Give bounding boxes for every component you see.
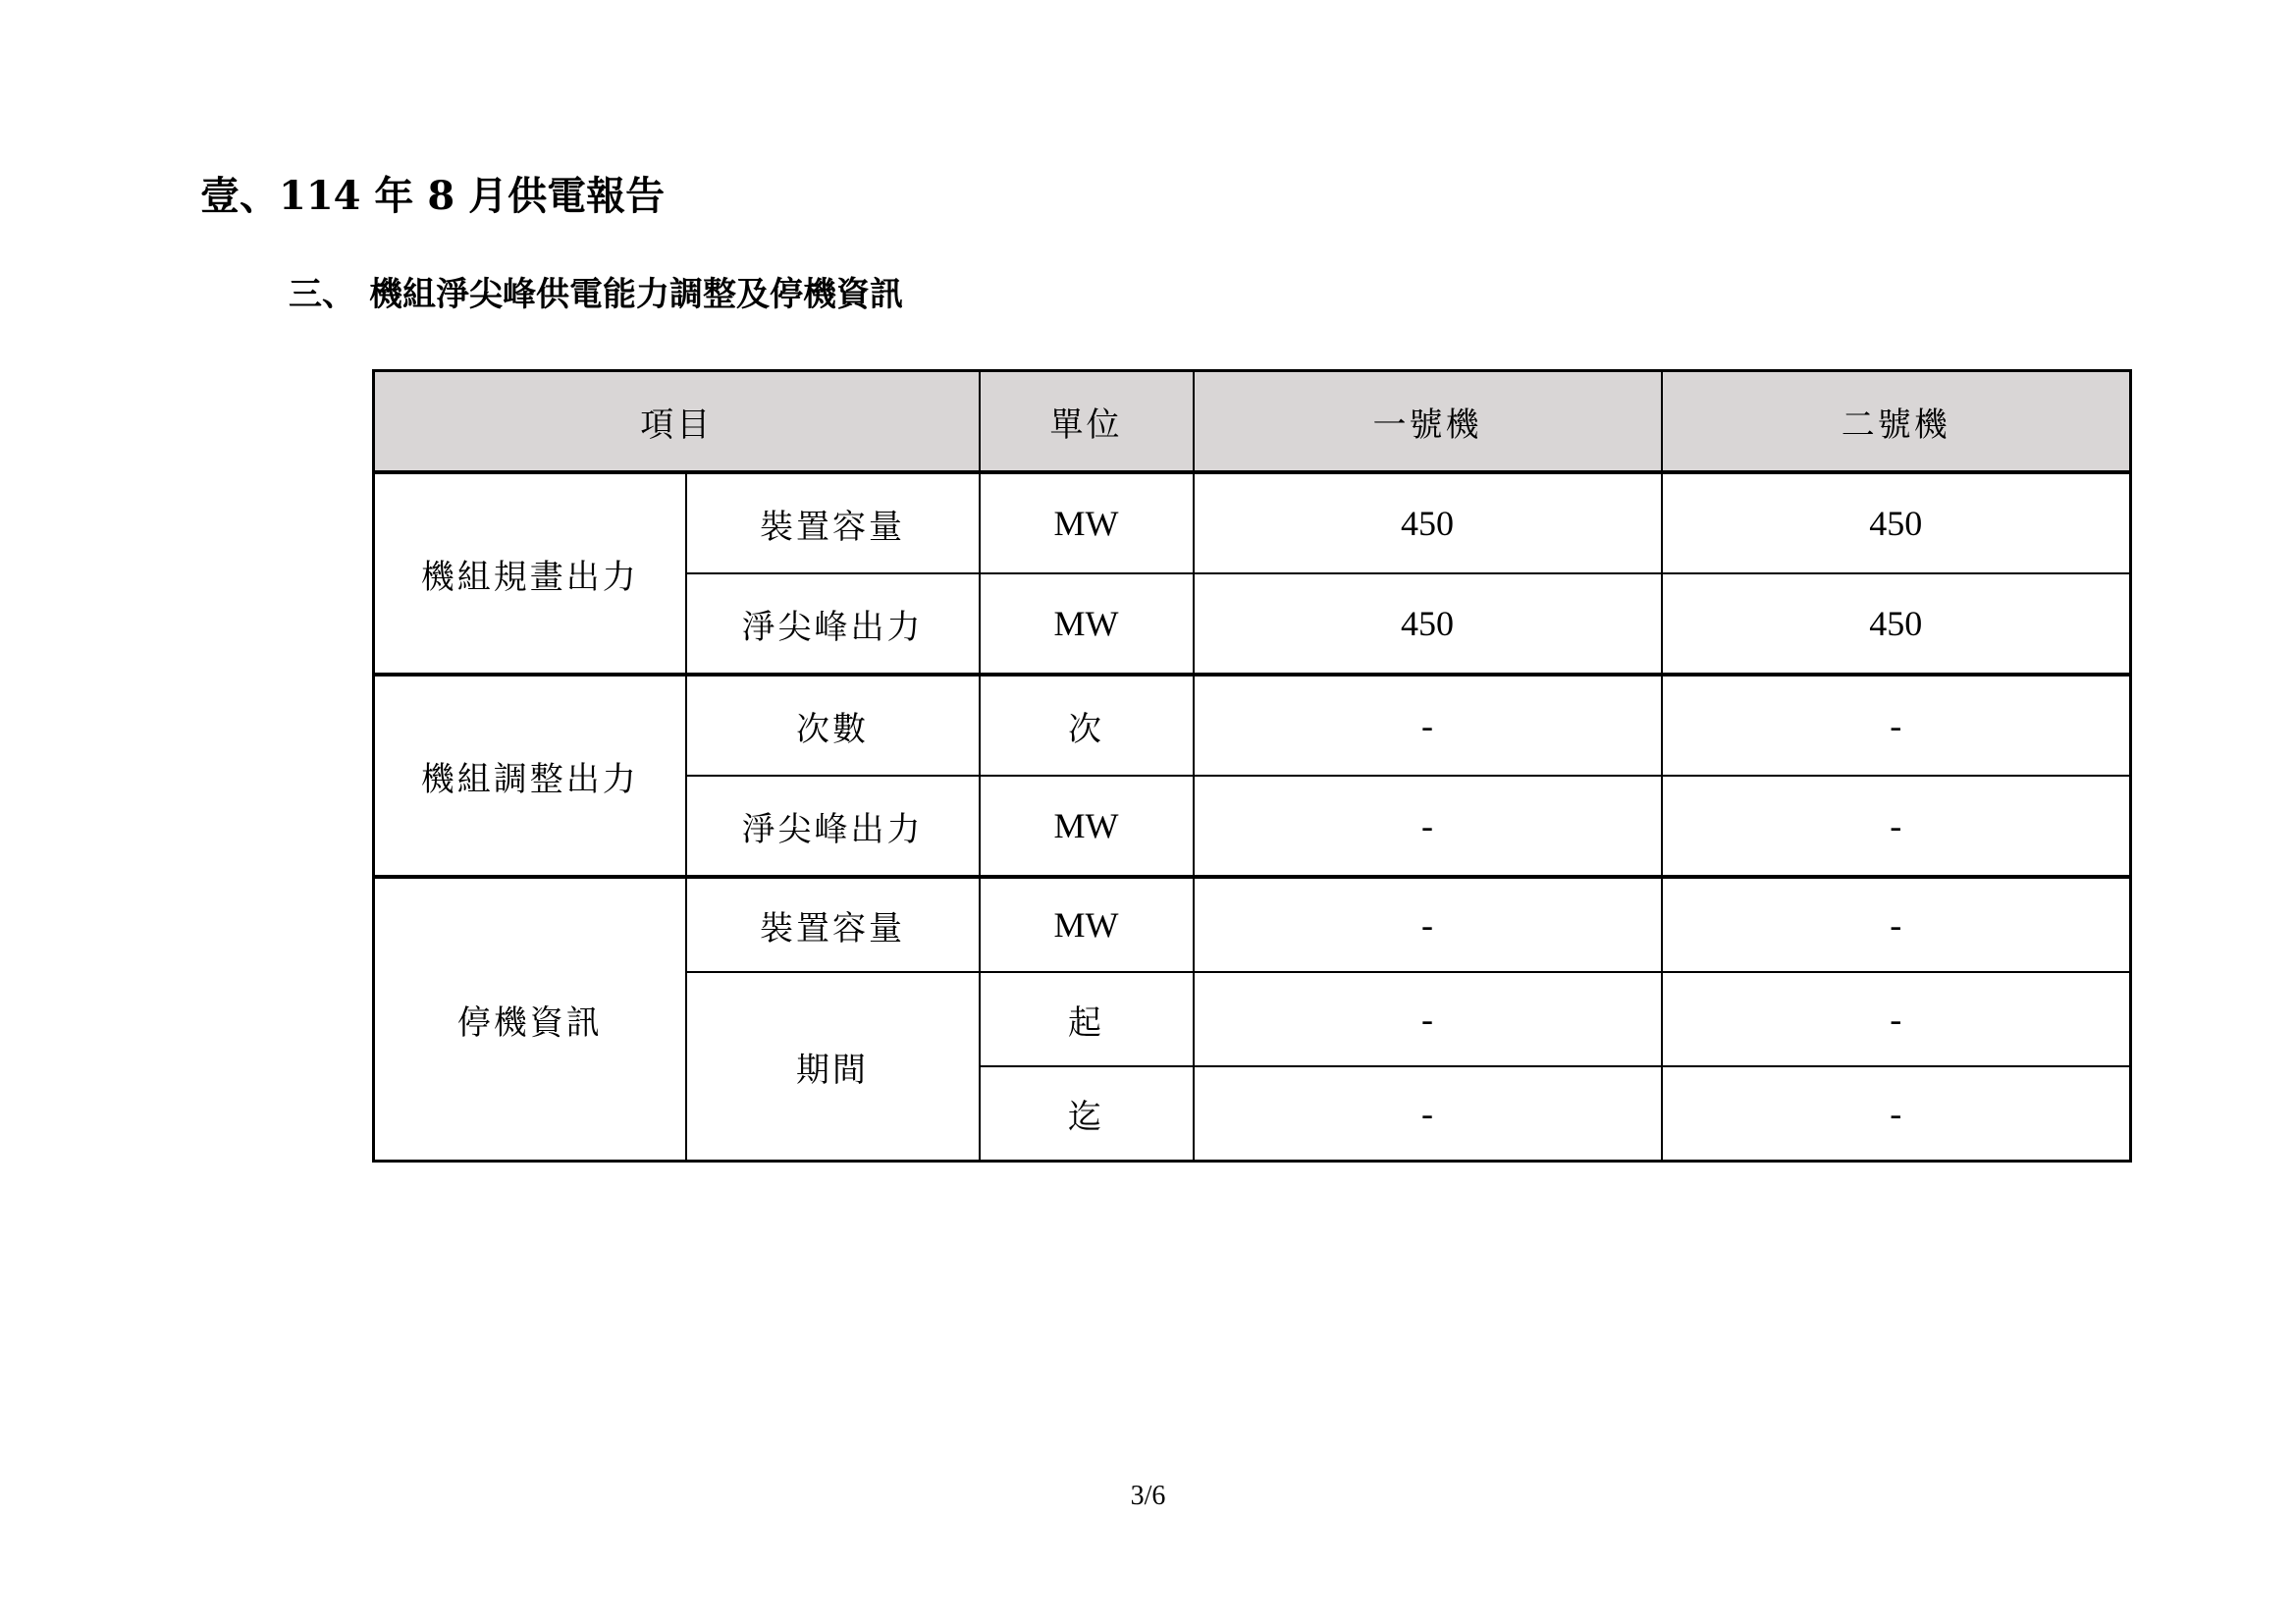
row-unit2-value: 450 xyxy=(1662,472,2131,573)
section-number: 三、 xyxy=(289,275,355,314)
header-unit1: 一號機 xyxy=(1194,371,1662,473)
row-unit1-value: - xyxy=(1194,1066,1662,1162)
period-end-label: 迄 xyxy=(980,1066,1194,1162)
row-unit2-value: - xyxy=(1662,1066,2131,1162)
header-item: 項目 xyxy=(374,371,980,473)
page-number: 3/6 xyxy=(1130,1481,1166,1511)
period-label: 期間 xyxy=(686,972,980,1162)
row-item: 次數 xyxy=(686,675,980,776)
row-unit: MW xyxy=(980,573,1194,675)
row-item: 裝置容量 xyxy=(686,472,980,573)
row-unit1-value: - xyxy=(1194,877,1662,972)
row-unit2-value: - xyxy=(1662,972,2131,1066)
report-title: 壹、114 年 8 月供電報告 xyxy=(200,173,666,219)
group-label-adjusted: 機組調整出力 xyxy=(374,675,686,877)
row-unit: MW xyxy=(980,776,1194,877)
row-item: 裝置容量 xyxy=(686,877,980,972)
row-unit1-value: - xyxy=(1194,776,1662,877)
row-unit: MW xyxy=(980,472,1194,573)
group-label-outage: 停機資訊 xyxy=(374,877,686,1162)
table-header-row xyxy=(374,371,2131,473)
section-title: 機組淨尖峰供電能力調整及停機資訊 xyxy=(369,275,903,314)
table-row xyxy=(374,877,2131,972)
row-unit1-value: 450 xyxy=(1194,573,1662,675)
row-unit2-value: 450 xyxy=(1662,573,2131,675)
header-unit: 單位 xyxy=(980,371,1194,473)
row-unit1-value: - xyxy=(1194,972,1662,1066)
period-start-label: 起 xyxy=(980,972,1194,1066)
table-row xyxy=(374,472,2131,573)
row-item: 淨尖峰出力 xyxy=(686,776,980,877)
table-row xyxy=(374,675,2131,776)
unit-capacity-table xyxy=(372,369,2132,1163)
row-unit: MW xyxy=(980,877,1194,972)
section-heading xyxy=(289,270,903,319)
row-unit: 次 xyxy=(980,675,1194,776)
row-unit2-value: - xyxy=(1662,776,2131,877)
group-label-planned: 機組規畫出力 xyxy=(374,472,686,675)
row-unit1-value: 450 xyxy=(1194,472,1662,573)
row-unit2-value: - xyxy=(1662,877,2131,972)
row-unit1-value: - xyxy=(1194,675,1662,776)
row-item: 淨尖峰出力 xyxy=(686,573,980,675)
row-unit2-value: - xyxy=(1662,675,2131,776)
header-unit2: 二號機 xyxy=(1662,371,2131,473)
